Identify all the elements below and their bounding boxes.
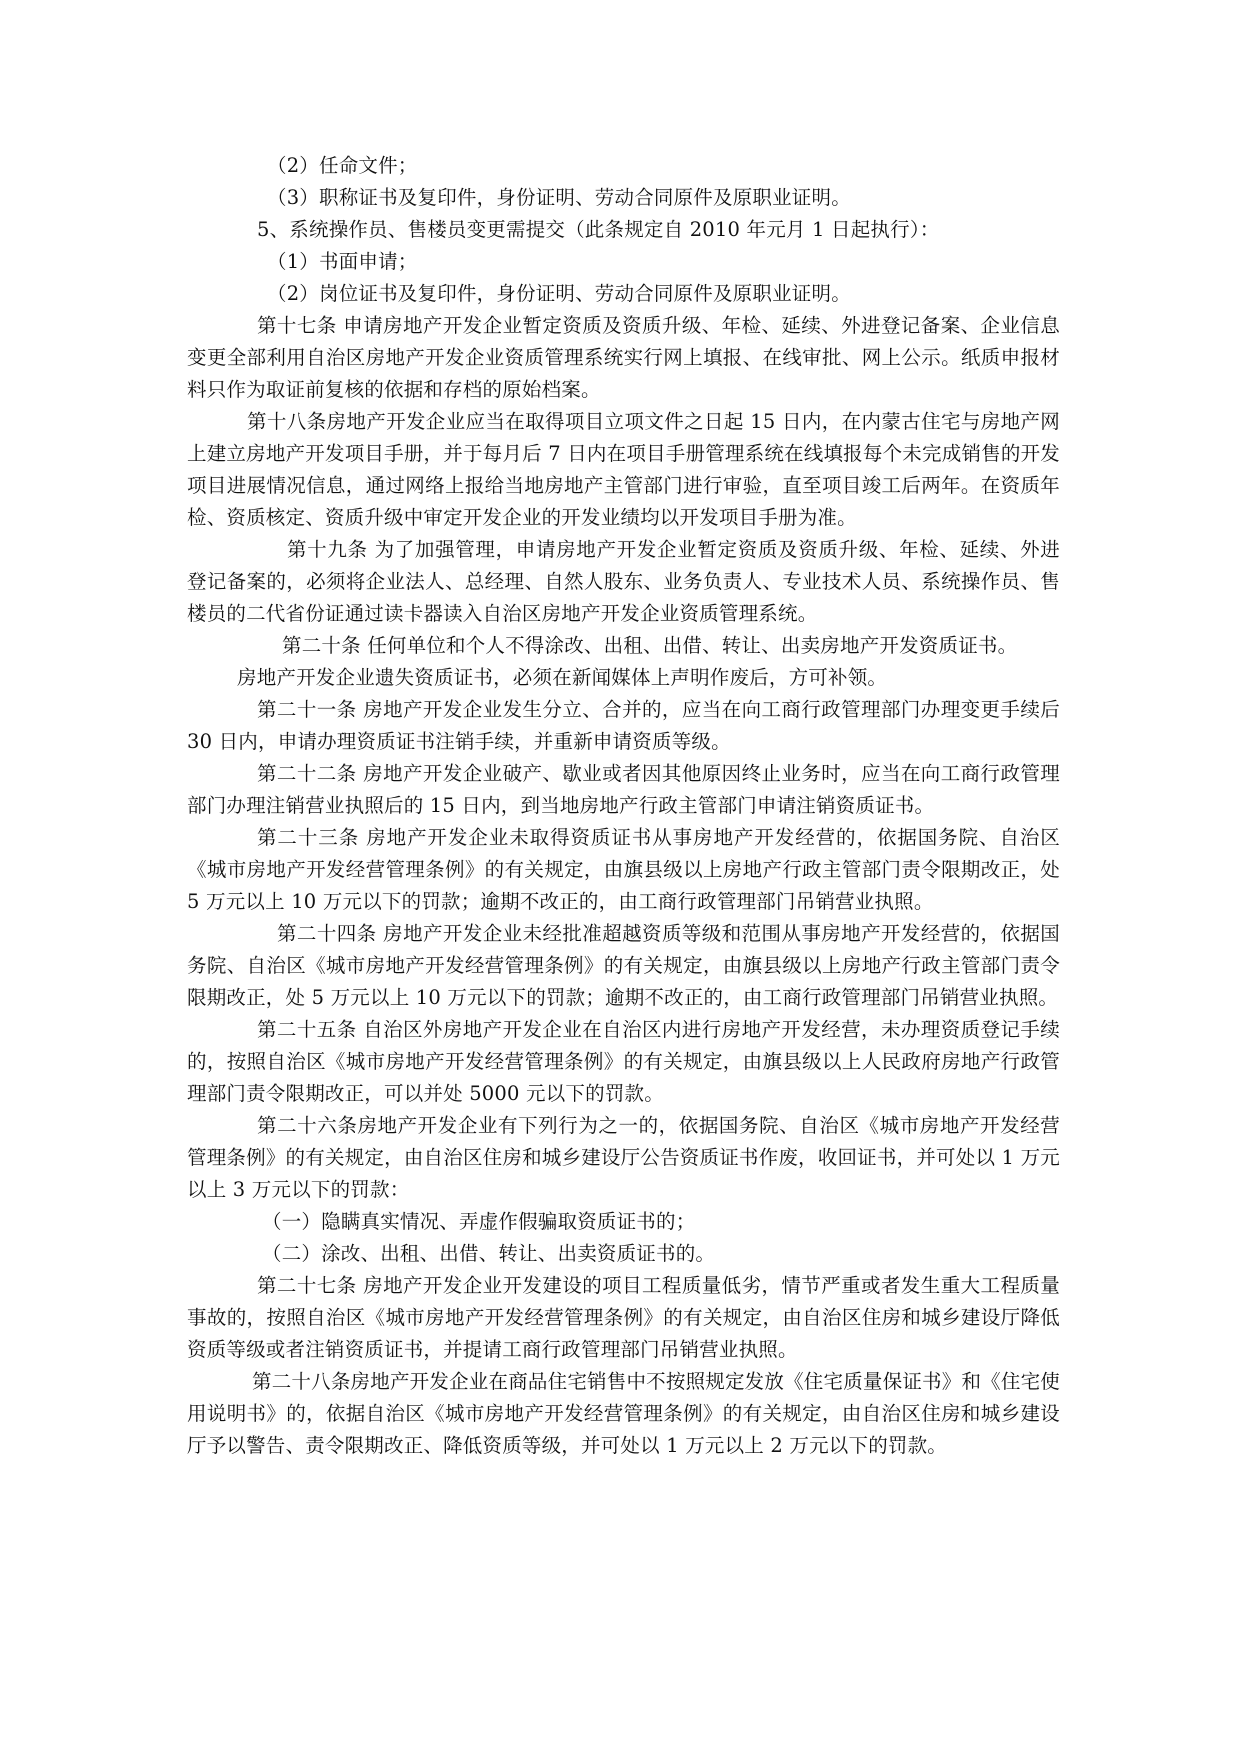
article-paragraph: 第二十五条 自治区外房地产开发企业在自治区内进行房地产开发经营，未办理资质登记手续的，按照自治区《城市房地产开发经营管理条例》的有关规定，由旗县级以上人民政府房地产行政管理部门责令限期改正，可以并处 5000 元以下的罚款。 [187, 1018, 1060, 1105]
item-paragraph: （2）岗位证书及复印件，身份证明、劳动合同原件及原职业证明。 [267, 282, 851, 305]
sub-item-paragraph: （一）隐瞒真实情况、弄虚作假骗取资质证书的； [262, 1210, 696, 1233]
body-paragraph: 房地产开发企业遗失资质证书，必须在新闻媒体上声明作废后，方可补领。 [237, 666, 888, 689]
article-paragraph: 第十九条 为了加强管理，申请房地产开发企业暂定资质及资质升级、年检、延续、外进登记备案的，必须将企业法人、总经理、自然人股东、业务负责人、专业技术人员、系统操作员、售楼员的二代省份证通过读卡器读入自治区房地产开发企业资质管理系统。 [187, 538, 1060, 625]
article-paragraph: 第二十四条 房地产开发企业未经批准超越资质等级和范围从事房地产开发经营的，依据国务院、自治区《城市房地产开发经营管理条例》的有关规定，由旗县级以上房地产行政主管部门责令限期改正，处 5 万元以上 10 万元以下的罚款；逾期不改正的，由工商行政管理部门吊销营业执照。 [187, 922, 1060, 1009]
item-paragraph: （3）职称证书及复印件，身份证明、劳动合同原件及原职业证明。 [267, 186, 851, 209]
sub-item-paragraph: （二）涂改、出租、出借、转让、出卖资质证书的。 [262, 1242, 716, 1265]
article-paragraph: 第二十六条房地产开发企业有下列行为之一的，依据国务院、自治区《城市房地产开发经营管理条例》的有关规定，由自治区住房和城乡建设厅公告资质证书作废，收回证书，并可处以 1 万元以上 3 万元以下的罚款： [187, 1114, 1060, 1201]
article-paragraph: 第二十七条 房地产开发企业开发建设的项目工程质量低劣，情节严重或者发生重大工程质量事故的，按照自治区《城市房地产开发经营管理条例》的有关规定，由自治区住房和城乡建设厅降低资质等级或者注销资质证书，并提请工商行政管理部门吊销营业执照。 [187, 1274, 1060, 1361]
article-paragraph: 第二十二条 房地产开发企业破产、歇业或者因其他原因终止业务时，应当在向工商行政管理部门办理注销营业执照后的 15 日内，到当地房地产行政主管部门申请注销资质证书。 [187, 762, 1060, 817]
article-paragraph: 第二十一条 房地产开发企业发生分立、合并的，应当在向工商行政管理部门办理变更手续后 30 日内，申请办理资质证书注销手续，并重新申请资质等级。 [187, 698, 1060, 753]
item-paragraph: 5、系统操作员、售楼员变更需提交（此条规定自 2010 年元月 1 日起执行）： [257, 218, 940, 241]
article-paragraph: 第二十三条 房地产开发企业未取得资质证书从事房地产开发经营的，依据国务院、自治区《城市房地产开发经营管理条例》的有关规定，由旗县级以上房地产行政主管部门责令限期改正，处 5 万元以上 10 万元以下的罚款；逾期不改正的，由工商行政管理部门吊销营业执照。 [187, 826, 1060, 913]
item-paragraph: （1）书面申请； [267, 250, 418, 273]
article-paragraph: 第十七条 申请房地产开发企业暂定资质及资质升级、年检、延续、外进登记备案、企业信息变更全部利用自治区房地产开发企业资质管理系统实行网上填报、在线审批、网上公示。纸质申报材料只作为取证前复核的依据和存档的原始档案。 [187, 314, 1060, 401]
article-paragraph: 第二十条 任何单位和个人不得涂改、出租、出借、转让、出卖房地产开发资质证书。 [282, 634, 1018, 657]
document-body [187, 150, 1060, 1462]
item-paragraph: （2）任命文件； [267, 154, 418, 177]
article-paragraph: 第二十八条房地产开发企业在商品住宅销售中不按照规定发放《住宅质量保证书》和《住宅使用说明书》的，依据自治区《城市房地产开发经营管理条例》的有关规定，由自治区住房和城乡建设厅予以警告、责令限期改正、降低资质等级，并可处以 1 万元以上 2 万元以下的罚款。 [187, 1370, 1060, 1457]
article-paragraph: 第十八条房地产开发企业应当在取得项目立项文件之日起 15 日内，在内蒙古住宅与房地产网上建立房地产开发项目手册，并于每月后 7 日内在项目手册管理系统在线填报每个未完成销售的开发项目进展情况信息，通过网络上报给当地房地产主管部门进行审验，直至项目竣工后两年。在资质年检、资质核定、资质升级中审定开发企业的开发业绩均以开发项目手册为准。 [187, 410, 1060, 529]
